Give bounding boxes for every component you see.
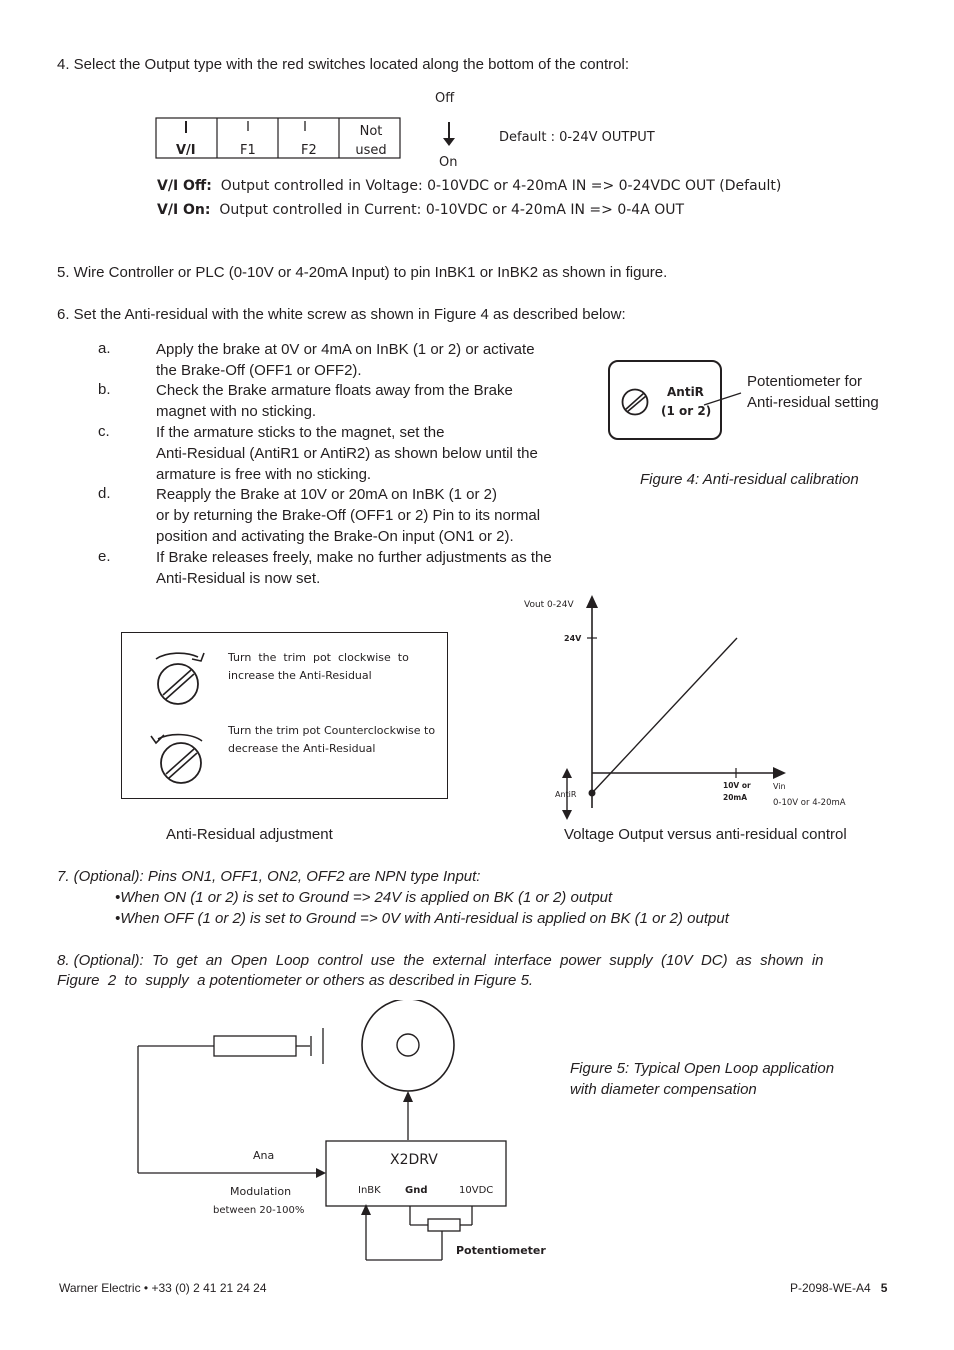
default-text: Default : 0-24V OUTPUT <box>499 130 655 145</box>
step4-heading: 4. Select the Output type with the red switches located along the bottom of the control: <box>57 56 629 73</box>
step-d-line-3: position and activating the Brake-On input (ON1 or 2). <box>156 528 514 545</box>
step7-bullet-1: •When ON (1 or 2) is set to Ground => 24V is applied on BK (1 or 2) output <box>115 889 613 906</box>
vi-off-text: Output controlled in Voltage: 0-10VDC or 4-20mA IN => 0-24VDC OUT (Default) <box>220 178 782 194</box>
on-label: On <box>439 155 458 170</box>
clockwise-rotate-icon <box>148 639 210 707</box>
clockwise-text-2: increase the Anti-Residual <box>228 669 372 682</box>
step-b-line-2: magnet with no sticking. <box>156 403 317 420</box>
pin-inbk: InBK <box>358 1185 381 1196</box>
switch-f2: F2 <box>301 143 317 158</box>
y-axis-label: Vout 0-24V <box>524 600 574 610</box>
step-e-line-1: If Brake releases freely, make no further adjustments as the <box>156 549 552 566</box>
counterclockwise-text-2: decrease the Anti-Residual <box>228 742 376 755</box>
callout-line <box>700 385 750 415</box>
step-c-line-2: Anti-Residual (AntiR1 or AntiR2) as shown below until the <box>156 445 538 462</box>
pin-10vdc: 10VDC <box>459 1185 494 1196</box>
step-c-label: c. <box>98 423 110 440</box>
y-tick-label: 24V <box>564 634 582 643</box>
figure4-callout-1: Potentiometer for <box>747 373 863 390</box>
step7-heading: 7. (Optional): Pins ON1, OFF1, ON2, OFF2 are NPN type Input: <box>57 868 481 885</box>
x2drv-box <box>326 1141 506 1206</box>
step7-bullet-2: •When OFF (1 or 2) is set to Ground => 0V with Anti-residual is applied on BK (1 or 2) output <box>115 910 729 927</box>
step6-heading: 6. Set the Anti-residual with the white screw as shown in Figure 4 as described below: <box>57 306 626 323</box>
x-tick-label-1: 10V or <box>723 781 751 790</box>
vi-on-line <box>157 202 684 218</box>
antir-axis-label: AntiR <box>555 790 577 799</box>
ana-label: Ana <box>253 1149 275 1162</box>
step-b-line-1: Check the Brake armature floats away from the Brake <box>156 382 513 399</box>
potentiometer-icon <box>428 1219 460 1231</box>
device-label: X2DRV <box>390 1152 438 1168</box>
step8-line-1: 8. (Optional): To get an Open Loop control use the external interface power supply (10V DC) as shown in <box>57 952 824 969</box>
switch-f1: F1 <box>240 143 256 158</box>
counterclockwise-rotate-icon <box>148 721 210 791</box>
step-c-line-3: armature is free with no sticking. <box>156 466 372 483</box>
step-c-line-1: If the armature sticks to the magnet, set the <box>156 424 445 441</box>
step-a-line-2: the Brake-Off (OFF1 or OFF2). <box>156 362 362 379</box>
figure4-callout-2: Anti-residual setting <box>747 394 879 411</box>
x-axis-label-1: Vin <box>773 782 786 791</box>
page-number: 5 <box>880 1281 888 1295</box>
antir-sublabel: (1 or 2) <box>661 404 712 418</box>
sensor-icon <box>214 1036 296 1056</box>
step-e-label: e. <box>98 548 111 565</box>
x-axis-label-2: 0-10V or 4-20mA <box>773 798 846 808</box>
figure5-caption-1: Figure 5: Typical Open Loop application <box>570 1060 835 1077</box>
footer-right <box>790 1281 887 1295</box>
modulation-label-2: between 20-100% <box>213 1205 305 1216</box>
step-d-line-1: Reapply the Brake at 10V or 20mA on InBK (1 or 2) <box>156 486 498 503</box>
pin-gnd: Gnd <box>405 1185 428 1196</box>
off-label: Off <box>435 91 455 106</box>
step-b-label: b. <box>98 381 111 398</box>
adjustment-caption: Anti-Residual adjustment <box>166 826 333 843</box>
step5-text: 5. Wire Controller or PLC (0-10V or 4-20mA Input) to pin InBK1 or InBK2 as shown in figure. <box>57 264 668 281</box>
footer-doc-number: P-2098-WE-A4 <box>790 1281 871 1295</box>
x-tick-label-2: 20mA <box>723 793 748 802</box>
graph-caption: Voltage Output versus anti-residual control <box>564 826 847 843</box>
clockwise-text-1: Turn the trim pot clockwise to <box>228 651 409 664</box>
adjustment-box <box>121 632 448 799</box>
switch-diagram <box>150 88 670 168</box>
step-a-label: a. <box>98 340 111 357</box>
step-a-line-1: Apply the brake at 0V or 4mA on InBK (1 or 2) or activate <box>156 341 535 358</box>
potentiometer-label: Potentiometer <box>456 1244 546 1257</box>
open-loop-diagram <box>130 1000 550 1265</box>
counterclockwise-text-1: Turn the trim pot Counterclockwise to <box>228 724 436 737</box>
switch-not-used: Not used <box>355 124 387 158</box>
step-d-label: d. <box>98 485 111 502</box>
step-e-line-2: Anti-Residual is now set. <box>156 570 321 587</box>
vi-off-label: V/I Off: <box>157 178 212 194</box>
footer-contact: Warner Electric • +33 (0) 2 41 21 24 24 <box>59 1281 267 1295</box>
figure4-caption: Figure 4: Anti-residual calibration <box>640 471 859 488</box>
modulation-label-1: Modulation <box>230 1185 292 1198</box>
voltage-output-graph <box>515 590 895 822</box>
screw-icon <box>620 387 650 417</box>
antir-label: AntiR <box>667 385 704 399</box>
figure5-caption-2: with diameter compensation <box>570 1081 757 1098</box>
step-d-line-2: or by returning the Brake-Off (OFF1 or 2) Pin to its normal <box>156 507 541 524</box>
vi-on-label: V/I On: <box>157 202 211 218</box>
switch-vi: V/I <box>176 143 196 158</box>
vi-off-line <box>157 178 781 194</box>
antir-point <box>589 790 596 797</box>
step8-line-2: Figure 2 to supply a potentiometer or others as described in Figure 5. <box>57 972 534 989</box>
vi-on-text: Output controlled in Current: 0-10VDC or 4-20mA IN => 0-4A OUT <box>219 202 685 218</box>
output-line <box>592 638 737 793</box>
